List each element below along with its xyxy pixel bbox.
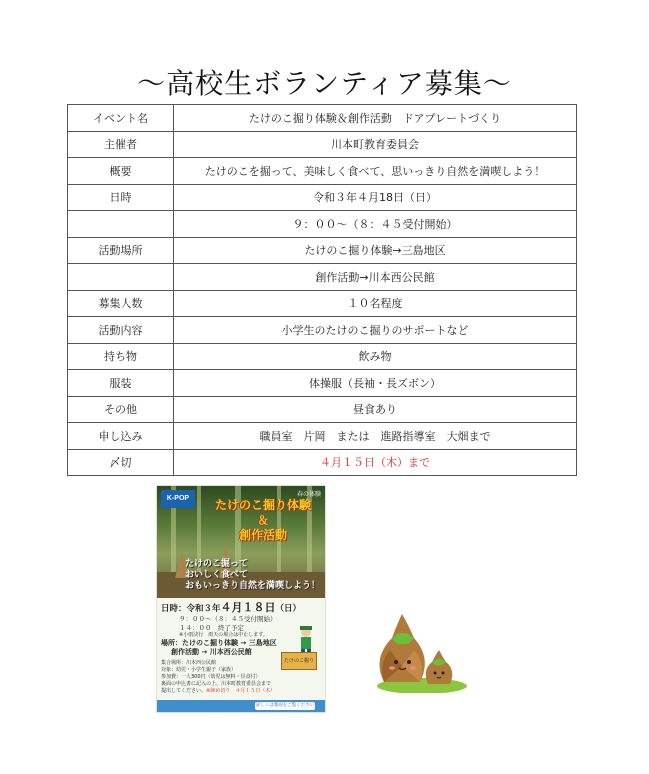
row-value: 小学生のたけのこ掘りのサポートなど: [174, 317, 577, 344]
kpop-logo: K-POP: [161, 490, 195, 508]
row-label: 活動内容: [68, 317, 174, 344]
table-row: [68, 211, 577, 238]
table-row: [68, 105, 577, 132]
flyer-rain-note: ※小雨決行 雨天の場合は中止します。: [179, 632, 268, 638]
slogan-line-2: おいしく食べて: [185, 570, 249, 580]
flyer-slogan: [185, 559, 321, 592]
date-label: 日時：令和３年: [161, 604, 221, 614]
event-info-table: [67, 104, 577, 476]
flyer-footer: [157, 700, 325, 712]
table-row: [68, 343, 577, 370]
row-value: 飲み物: [174, 343, 577, 370]
row-value: 川本町教育委員会: [174, 131, 577, 158]
table-row: [68, 449, 577, 476]
table-row: [68, 370, 577, 397]
deadline-value: ４月１５日（木）まで: [174, 449, 577, 476]
row-value: 昼食あり: [174, 396, 577, 423]
table-row: [68, 158, 577, 185]
row-value: たけのこを掘って、美味しく食べて、思いっきり自然を満喫しよう！: [174, 158, 577, 185]
row-value: 体操服（長袖・長ズボン）: [174, 370, 577, 397]
table-row: [68, 237, 577, 264]
flyer-apply-1: 裏面の申込書に記入の上、川本町教育委員会まで: [161, 681, 272, 687]
slogan-line-3: おもいっきり自然を満喫しよう！: [185, 581, 321, 591]
table-row: [68, 264, 577, 291]
flyer-date-line: [161, 602, 321, 615]
table-row: [68, 290, 577, 317]
date-big: ４月１８日: [220, 601, 276, 614]
row-label: 主催者: [68, 131, 174, 158]
flyer-target: 対象：幼児・小学生親子（家族）: [161, 667, 237, 673]
flyer-meeting: 集合場所：川本西公民館: [161, 660, 217, 666]
headline-line-1: たけのこ掘り体験: [214, 498, 311, 512]
row-label: [68, 264, 174, 291]
row-label: 募集人数: [68, 290, 174, 317]
flyer-sign: たけのこ掘り: [281, 652, 317, 670]
row-value: 職員室 片岡 または 進路指導室 大畑まで: [174, 423, 577, 450]
table-row: [68, 131, 577, 158]
table-row: [68, 423, 577, 450]
flyer-place-2: 創作活動 → 川本西公民館: [171, 648, 252, 656]
row-label: 服装: [68, 370, 174, 397]
row-value: 令和３年４月18日（日）: [174, 184, 577, 211]
row-value: たけのこ掘り体験→三島地区: [174, 237, 577, 264]
row-value: たけのこ掘り体験＆創作活動 ドアプレートづくり: [174, 105, 577, 132]
row-label: 〆切: [68, 449, 174, 476]
row-value: ９：００～（８：４５受付開始）: [174, 211, 577, 238]
bamboo-shoot-mascot-icon: [362, 608, 467, 693]
event-flyer: [156, 485, 326, 713]
slogan-line-1: たけのこ掘って: [185, 559, 249, 569]
table-row: [68, 317, 577, 344]
bamboo-forest-photo: [157, 486, 325, 598]
flyer-apply-2: 提出してください。: [161, 688, 207, 694]
headline-amp: ＆: [257, 514, 269, 527]
flyer-footer-note: 詳しくは裏面をご覧ください: [255, 703, 315, 708]
headline-line-2: 創作活動: [238, 528, 287, 542]
table-row: [68, 184, 577, 211]
row-label: その他: [68, 396, 174, 423]
table-row: [68, 396, 577, 423]
row-label: [68, 211, 174, 238]
row-label: イベント名: [68, 105, 174, 132]
flyer-header-small: 春の体験: [296, 491, 321, 498]
row-label: 申し込み: [68, 423, 174, 450]
flyer-place-1: 場所：たけのこ掘り体験 → 三島地区: [161, 639, 277, 647]
row-value: １０名程度: [174, 290, 577, 317]
row-label: 持ち物: [68, 343, 174, 370]
page-title: 〜高校生ボランティア募集〜: [137, 67, 512, 100]
flyer-time-2: １４：００ 終了予定: [179, 623, 244, 632]
row-label: 日時: [68, 184, 174, 211]
flyer-apply-2-line: [161, 688, 321, 695]
date-day: （日）: [275, 604, 302, 614]
flyer-time-1: ９：００～（８：４５受付開始）: [179, 615, 277, 623]
flyer-headline: [203, 498, 323, 543]
row-label: 概要: [68, 158, 174, 185]
row-value: 創作活動→川本西公民館: [174, 264, 577, 291]
flyer-deadline: ※締め切り ４月１５日（木）: [206, 688, 276, 694]
row-label: 活動場所: [68, 237, 174, 264]
flyer-fee: 参加費：一人300円（幼児は無料・昼食付）: [161, 674, 261, 680]
